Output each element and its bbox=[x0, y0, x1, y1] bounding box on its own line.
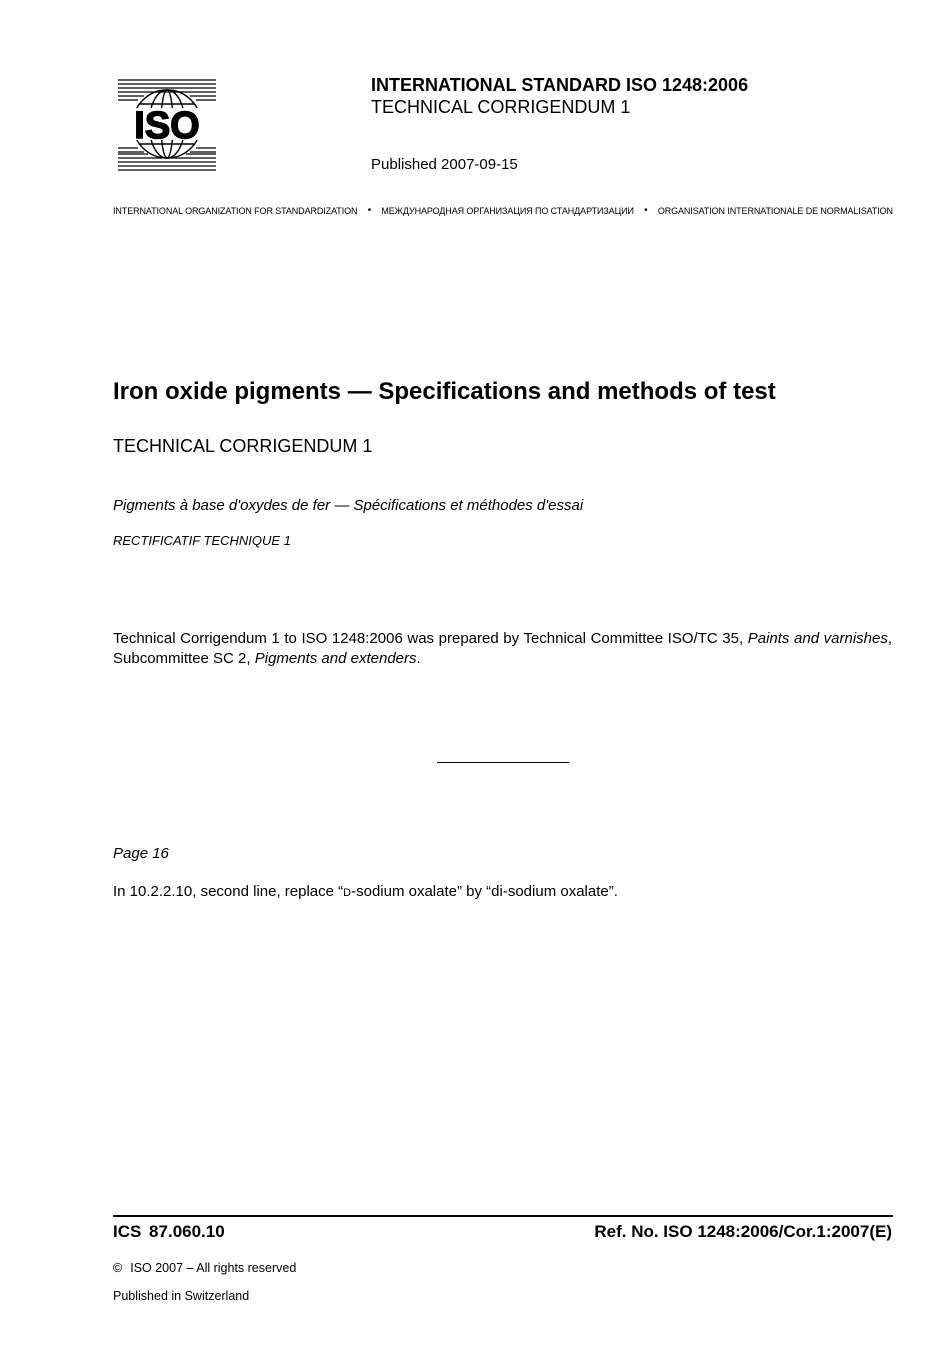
iso-logo-icon bbox=[118, 78, 216, 172]
iso-logo bbox=[118, 78, 216, 172]
french-subtitle: RECTIFICATIF TECHNIQUE 1 bbox=[113, 533, 291, 548]
correction-instruction bbox=[113, 883, 618, 900]
org-name-english: INTERNATIONAL ORGANIZATION FOR STANDARDIZATION bbox=[113, 205, 358, 216]
standard-title: INTERNATIONAL STANDARD ISO 1248:2006 bbox=[371, 75, 749, 95]
ics-code: ICS 87.060.10 bbox=[113, 1222, 225, 1241]
prep-text: . bbox=[416, 650, 421, 667]
footer-rule bbox=[113, 1215, 893, 1217]
prep-text: , Subcommittee SC 2, bbox=[113, 630, 893, 667]
preparation-statement bbox=[113, 629, 892, 669]
copyright-icon: © bbox=[113, 1261, 123, 1275]
document-title: Iron oxide pigments — Specifications and methods of test bbox=[113, 378, 776, 405]
instr-text: In 10.2.2.10, second line, replace “ bbox=[113, 883, 344, 900]
corrigendum-label: TECHNICAL CORRIGENDUM 1 bbox=[371, 97, 631, 117]
section-divider bbox=[437, 762, 569, 763]
french-title: Pigments à base d'oxydes de fer — Spécifications et méthodes d'essai bbox=[113, 497, 584, 514]
document-subtitle: TECHNICAL CORRIGENDUM 1 bbox=[113, 436, 373, 456]
subcommittee-name: Pigments and extenders bbox=[254, 650, 417, 667]
published-in: Published in Switzerland bbox=[113, 1289, 250, 1303]
organization-line bbox=[113, 205, 893, 216]
page-reference: Page 16 bbox=[113, 845, 169, 862]
org-name-russian: МЕЖДУНАРОДНАЯ ОРГАНИЗАЦИЯ ПО СТАНДАРТИЗАЦИИ bbox=[381, 205, 634, 216]
prep-text: Technical Corrigendum 1 to ISO 1248:2006 was prepared by Technical Committee ISO/TC 35, bbox=[113, 630, 748, 647]
org-name-french: ORGANISATION INTERNATIONALE DE NORMALISATION bbox=[657, 205, 893, 216]
copyright-text: ISO 2007 – All rights reserved bbox=[130, 1261, 297, 1275]
bullet-separator: • bbox=[367, 205, 372, 216]
bullet-separator: • bbox=[644, 205, 648, 216]
reference-number: Ref. No. ISO 1248:2006/Cor.1:2007(E) bbox=[594, 1222, 892, 1241]
committee-name: Paints and varnishes bbox=[747, 630, 888, 647]
small-caps-letter: D bbox=[343, 887, 352, 899]
copyright-notice bbox=[113, 1261, 296, 1275]
instr-text: -sodium oxalate” by “di-sodium oxalate”. bbox=[351, 883, 618, 900]
published-date: Published 2007-09-15 bbox=[371, 156, 518, 173]
svg-text:ISO: ISO bbox=[134, 105, 200, 147]
